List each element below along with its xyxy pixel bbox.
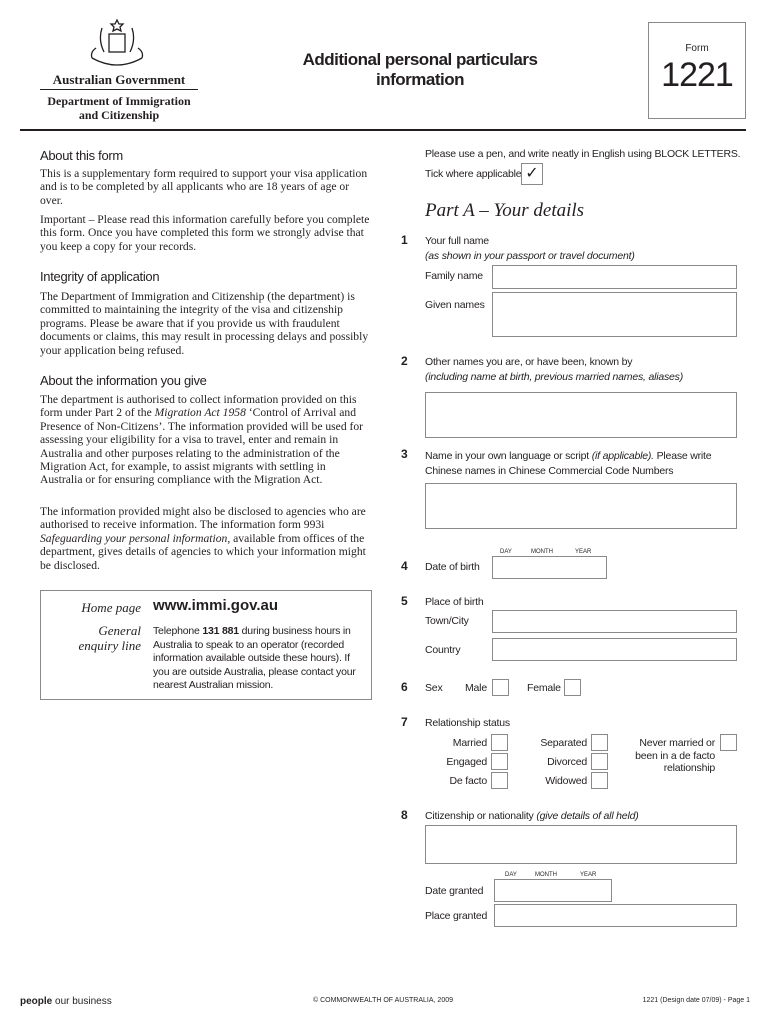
date-granted-input[interactable]	[494, 879, 612, 902]
place-granted-input[interactable]	[494, 904, 737, 927]
month-label: MONTH	[535, 872, 557, 878]
citizenship-label	[425, 810, 639, 822]
question-number: 3	[401, 447, 408, 461]
citizenship-input[interactable]	[425, 825, 737, 864]
separated-checkbox[interactable]	[591, 734, 608, 751]
tick-instruction: Tick where applicable	[425, 168, 522, 180]
department-name	[40, 94, 198, 122]
q2-label: Other names you are, or have been, known by	[425, 356, 633, 368]
coat-of-arms-icon	[82, 18, 152, 68]
text: Name in your own language or script	[425, 450, 592, 462]
q2-hint: (including name at birth, previous married names, aliases)	[425, 371, 684, 383]
given-names-input[interactable]	[492, 292, 737, 337]
place-of-birth-label: Place of birth	[425, 596, 484, 608]
text: The department is authorised to collect information provided on this form under Part 2 of the	[40, 393, 357, 420]
dob-input[interactable]	[492, 556, 607, 579]
q1-hint: (as shown in your passport or travel document)	[425, 250, 635, 262]
about-text-2: Important – Please read this information carefully before you complete this form. Once you have completed this form we strongly advise that you keep a copy for your records.	[40, 213, 370, 253]
form-title	[255, 50, 585, 90]
relationship-label: Relationship status	[425, 717, 510, 729]
day-label: DAY	[505, 872, 517, 878]
header-divider	[20, 129, 746, 131]
text: Please write Chinese names in Chinese Commercial Code Numbers	[425, 450, 712, 477]
footer-brand	[20, 996, 112, 1007]
copyright: © COMMONWEALTH OF AUSTRALIA, 2009	[313, 997, 453, 1004]
de-facto-checkbox[interactable]	[491, 772, 508, 789]
family-name-input[interactable]	[492, 265, 737, 289]
department-line: and Citizenship	[78, 108, 160, 122]
label-line: enquiry line	[78, 638, 141, 653]
dob-label: Date of birth	[425, 561, 480, 573]
instructions: Please use a pen, and write neatly in English using BLOCK LETTERS.	[425, 148, 741, 160]
question-number: 1	[401, 233, 408, 247]
text: ‘Control of Arrival and Presence of Non-Citizens’. The information provided will be used for assessing your eligibility for a visa to travel, enter and remain in Australia and other purposes relating to the administration of the Migration Act, for example, to assist migrants with settling in Australia or for ensuring compliance with the Migration Act.	[40, 406, 364, 487]
text: Telephone	[153, 625, 203, 637]
married-checkbox[interactable]	[491, 734, 508, 751]
sex-label: Sex	[425, 682, 443, 694]
year-label: YEAR	[580, 872, 597, 878]
government-name: Australian Government	[52, 72, 186, 87]
town-label: Town/City	[425, 615, 469, 627]
female-label: Female	[527, 682, 561, 694]
country-input[interactable]	[492, 638, 737, 661]
text: during business hours in Australia to speak to an operator (recorded information available outside these hours). If you are outside Australia, please contact your nearest Australian mission.	[153, 625, 356, 691]
never-married-checkbox[interactable]	[720, 734, 737, 751]
month-label: MONTH	[531, 549, 553, 555]
form-number: 1221	[661, 56, 733, 94]
brand-bold: people	[20, 996, 53, 1007]
other-names-input[interactable]	[425, 392, 737, 438]
divorced-label: Divorced	[547, 756, 587, 768]
about-heading: About this form	[40, 148, 123, 163]
integrity-heading: Integrity of application	[40, 269, 160, 284]
text: Citizenship or nationality	[425, 810, 537, 822]
text: , available from offices of the department, gives details of agencies to which your information might be disclosed.	[40, 531, 366, 572]
widowed-label: Widowed	[545, 775, 587, 787]
question-number: 6	[401, 680, 408, 694]
male-label: Male	[465, 682, 487, 694]
contact-box	[40, 590, 372, 700]
form-label: Form	[685, 43, 709, 54]
de-facto-label: De facto	[449, 775, 487, 787]
text: (give details of all held)	[536, 810, 639, 822]
male-checkbox[interactable]	[492, 679, 509, 696]
department-line: Department of Immigration	[47, 94, 191, 108]
home-page-label: Home page	[81, 600, 141, 615]
engaged-label: Engaged	[446, 756, 487, 768]
day-label: DAY	[500, 549, 512, 555]
date-granted-label: Date granted	[425, 885, 484, 897]
phone-number: 131 881	[202, 625, 239, 637]
married-label: Married	[452, 737, 487, 749]
year-label: YEAR	[575, 549, 592, 555]
title-line: information	[376, 70, 464, 89]
family-name-label: Family name	[425, 270, 483, 282]
form-number-box	[648, 22, 746, 119]
separated-label: Separated	[540, 737, 587, 749]
enquiry-text	[153, 625, 363, 693]
integrity-text: The Department of Immigration and Citizenship (the department) is committed to maintaining the integrity of the visa and citizenship programs. Please be aware that if you provide us with fraudulent documents or claims, this may result in processing delays and possibly your application being refused.	[40, 290, 369, 357]
info-text-1	[40, 393, 370, 487]
divorced-checkbox[interactable]	[591, 753, 608, 770]
text: (if applicable).	[591, 450, 654, 462]
female-checkbox[interactable]	[564, 679, 581, 696]
brand-rest: our business	[52, 996, 112, 1007]
text: The information provided might also be disclosed to agencies who are authorised to receive information. The information form 993i	[40, 505, 366, 532]
info-heading: About the information you give	[40, 373, 207, 388]
page-number: 1221 (Design date 07/09) - Page 1	[642, 997, 750, 1004]
act-name: Migration Act 1958	[154, 406, 246, 420]
engaged-checkbox[interactable]	[491, 753, 508, 770]
question-number: 5	[401, 594, 408, 608]
widowed-checkbox[interactable]	[591, 772, 608, 789]
part-title: Part A – Your details	[425, 200, 585, 221]
label-line: General	[98, 623, 141, 638]
town-input[interactable]	[492, 610, 737, 633]
place-granted-label: Place granted	[425, 910, 488, 922]
question-number: 7	[401, 715, 408, 729]
home-page-link[interactable]: www.immi.gov.au	[153, 597, 279, 614]
question-number: 4	[401, 559, 408, 573]
given-names-label: Given names	[425, 299, 485, 311]
title-line: Additional personal particulars	[302, 50, 538, 69]
q1-label: Your full name	[425, 235, 489, 247]
question-number: 8	[401, 808, 408, 822]
tick-example-checkbox: ✓	[521, 163, 543, 185]
about-text-1: This is a supplementary form required to support your visa application and is to be completed by all applicants who are 18 years of age or over.	[40, 167, 368, 207]
q3-label	[425, 449, 740, 479]
never-married-label: Never married or been in a de facto relationship	[635, 737, 715, 774]
country-label: Country	[425, 644, 461, 656]
native-name-input[interactable]	[425, 483, 737, 529]
enquiry-label	[41, 623, 141, 653]
info-text-2	[40, 505, 370, 572]
document-name: Safeguarding your personal information	[40, 531, 228, 545]
question-number: 2	[401, 354, 408, 368]
